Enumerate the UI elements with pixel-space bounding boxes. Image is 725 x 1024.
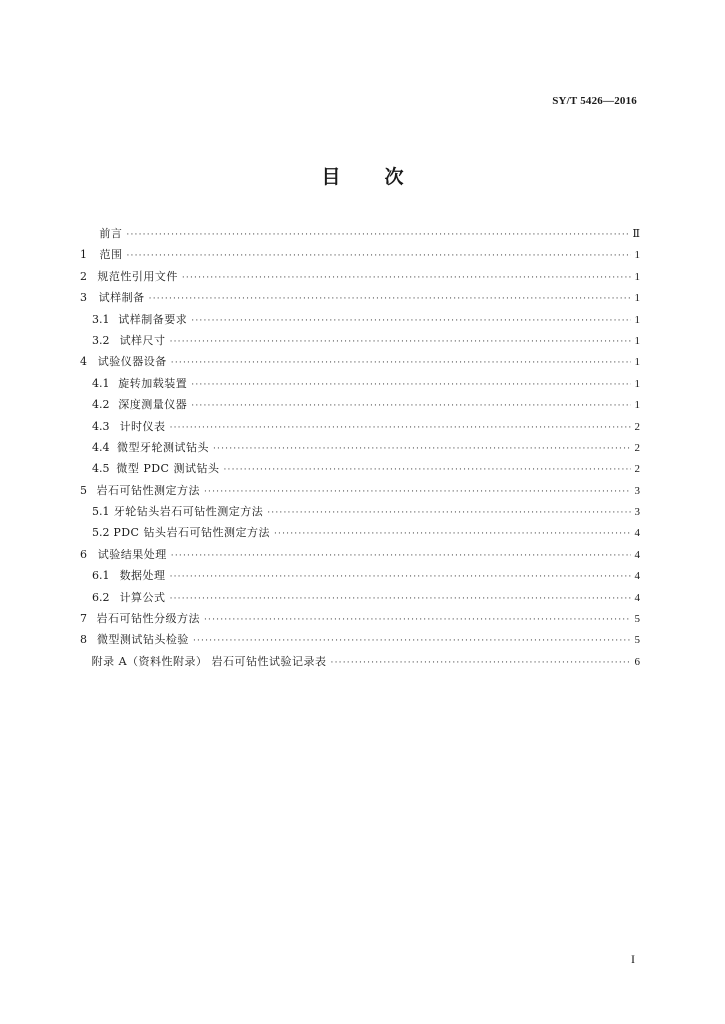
toc-entry-label: 试样尺寸 bbox=[119, 333, 166, 347]
toc-entry-number: 6.2 bbox=[92, 590, 110, 604]
toc-entry[interactable] bbox=[80, 225, 640, 246]
toc-leader-dots bbox=[191, 380, 630, 390]
toc-leader-dots bbox=[204, 615, 631, 625]
toc-leader-dots bbox=[191, 401, 630, 411]
toc-entry-label: 范围 bbox=[99, 248, 123, 262]
toc-leader-dots bbox=[170, 594, 631, 604]
toc-entry[interactable] bbox=[80, 610, 640, 631]
toc-entry-page: 1 bbox=[634, 313, 640, 326]
toc-entry[interactable] bbox=[80, 524, 640, 545]
toc-entry-number: 6.1 bbox=[92, 569, 110, 583]
toc-entry[interactable] bbox=[80, 503, 640, 524]
toc-entry-label: 深度测量仪器 bbox=[118, 398, 188, 412]
toc-entry-page: 4 bbox=[634, 591, 640, 604]
toc-leader-dots bbox=[267, 508, 630, 518]
toc-entry-label: 试验结果处理 bbox=[97, 547, 167, 561]
toc-entry-label: PDC 钻头岩石可钻性测定方法 bbox=[113, 526, 270, 540]
toc-entry-page: 5 bbox=[634, 634, 640, 647]
toc-entry[interactable] bbox=[80, 653, 640, 674]
toc-entry[interactable] bbox=[80, 375, 640, 396]
toc-entry-number: 8 bbox=[80, 633, 87, 647]
toc-leader-dots bbox=[193, 636, 631, 646]
toc-entry-number: 5.2 bbox=[92, 526, 110, 540]
toc-leader-dots bbox=[223, 465, 630, 475]
toc-entry-label: 计算公式 bbox=[119, 590, 166, 604]
toc-entry-label: 计时仪表 bbox=[119, 419, 166, 433]
toc-leader-dots bbox=[170, 423, 631, 433]
toc-entry[interactable] bbox=[80, 589, 640, 610]
toc-entry[interactable] bbox=[80, 311, 640, 332]
toc-entry-page: 4 bbox=[634, 548, 640, 561]
toc-entry[interactable] bbox=[80, 418, 640, 439]
toc-entry-label: 牙轮钻头岩石可钻性测定方法 bbox=[113, 505, 264, 519]
toc-entry[interactable] bbox=[80, 332, 640, 353]
toc-entry[interactable] bbox=[80, 353, 640, 374]
document-code: SY/T 5426—2016 bbox=[552, 95, 637, 107]
toc-entry-page: 1 bbox=[634, 292, 640, 305]
table-of-contents bbox=[80, 225, 640, 674]
toc-leader-dots bbox=[274, 529, 631, 539]
toc-entry-page: 1 bbox=[634, 399, 640, 412]
toc-entry-page: 2 bbox=[634, 463, 640, 476]
toc-entry-page: 2 bbox=[634, 420, 640, 433]
toc-title-char-2: 次 bbox=[384, 166, 404, 188]
toc-entry-number: 3.2 bbox=[92, 333, 110, 347]
toc-entry-page: 1 bbox=[634, 377, 640, 390]
toc-leader-dots bbox=[331, 658, 631, 668]
toc-entry[interactable] bbox=[80, 546, 640, 567]
toc-entry[interactable] bbox=[80, 631, 640, 652]
toc-entry-label: 岩石可钻性测定方法 bbox=[96, 483, 200, 497]
toc-entry-number: 7 bbox=[80, 612, 87, 626]
toc-entry-number: 4.1 bbox=[92, 376, 110, 390]
toc-entry-label: 旋转加载装置 bbox=[118, 376, 188, 390]
toc-entry[interactable] bbox=[80, 396, 640, 417]
toc-entry-number: 4.3 bbox=[92, 419, 110, 433]
toc-title-char-1: 目 bbox=[321, 166, 341, 188]
toc-leader-dots bbox=[171, 551, 631, 561]
toc-entry-number: 4.4 bbox=[92, 440, 110, 454]
toc-entry[interactable] bbox=[80, 439, 640, 460]
toc-entry-page: 1 bbox=[634, 249, 640, 262]
toc-leader-dots bbox=[204, 487, 631, 497]
toc-entry-page: 3 bbox=[634, 506, 640, 519]
toc-entry-page: 1 bbox=[634, 356, 640, 369]
toc-entry[interactable] bbox=[80, 482, 640, 503]
toc-entry-number: 4.5 bbox=[92, 462, 110, 476]
toc-entry-label: 前言 bbox=[99, 227, 123, 240]
toc-leader-dots bbox=[127, 251, 631, 261]
toc-entry-page: Ⅱ bbox=[632, 228, 640, 240]
toc-entry[interactable] bbox=[80, 289, 640, 310]
toc-title bbox=[0, 162, 725, 189]
toc-entry[interactable] bbox=[80, 567, 640, 588]
toc-entry-page: 1 bbox=[634, 270, 640, 283]
toc-entry-label: 试样制备要求 bbox=[118, 312, 188, 326]
toc-entry-page: 2 bbox=[634, 441, 640, 454]
toc-leader-dots bbox=[170, 337, 631, 347]
toc-entry-number: 4.2 bbox=[92, 398, 110, 412]
toc-leader-dots bbox=[191, 316, 630, 326]
toc-entry-label: 微型 PDC 测试钻头 bbox=[116, 462, 220, 476]
toc-entry[interactable] bbox=[80, 246, 640, 267]
toc-entry-page: 5 bbox=[634, 613, 640, 626]
toc-entry-number: 2 bbox=[80, 269, 87, 283]
toc-entry[interactable] bbox=[80, 268, 640, 289]
page-number: I bbox=[631, 952, 635, 966]
toc-entry-number: 6 bbox=[80, 547, 87, 561]
toc-entry-label: 附录 A（资料性附录） 岩石可钻性试验记录表 bbox=[91, 654, 327, 668]
toc-entry-label: 规范性引用文件 bbox=[97, 269, 178, 283]
toc-leader-dots bbox=[171, 358, 631, 368]
toc-entry-label: 微型测试钻头检验 bbox=[96, 633, 189, 647]
toc-entry-number: 3.1 bbox=[92, 312, 110, 326]
toc-leader-dots bbox=[182, 273, 631, 283]
toc-entry-page: 1 bbox=[634, 334, 640, 347]
toc-entry-number: 5 bbox=[80, 483, 87, 497]
toc-entry-label: 岩石可钻性分级方法 bbox=[96, 612, 200, 626]
toc-entry-label: 微型牙轮测试钻头 bbox=[116, 440, 209, 454]
toc-entry-label: 数据处理 bbox=[119, 569, 166, 583]
toc-entry-number: 1 bbox=[80, 248, 87, 262]
toc-leader-dots bbox=[149, 294, 631, 304]
toc-entry-number: 5.1 bbox=[92, 505, 110, 519]
toc-entry-page: 6 bbox=[634, 655, 640, 668]
toc-entry-label: 试样制备 bbox=[98, 291, 145, 305]
toc-entry[interactable] bbox=[80, 460, 640, 481]
toc-entry-label: 试验仪器设备 bbox=[97, 355, 167, 369]
toc-entry-number: 3 bbox=[80, 291, 87, 305]
toc-entry-page: 4 bbox=[634, 570, 640, 583]
toc-leader-dots bbox=[170, 572, 631, 582]
toc-entry-number: 4 bbox=[80, 355, 87, 369]
toc-leader-dots bbox=[213, 444, 631, 454]
toc-leader-dots bbox=[126, 230, 628, 240]
toc-entry-page: 4 bbox=[634, 527, 640, 540]
toc-entry-page: 3 bbox=[634, 484, 640, 497]
